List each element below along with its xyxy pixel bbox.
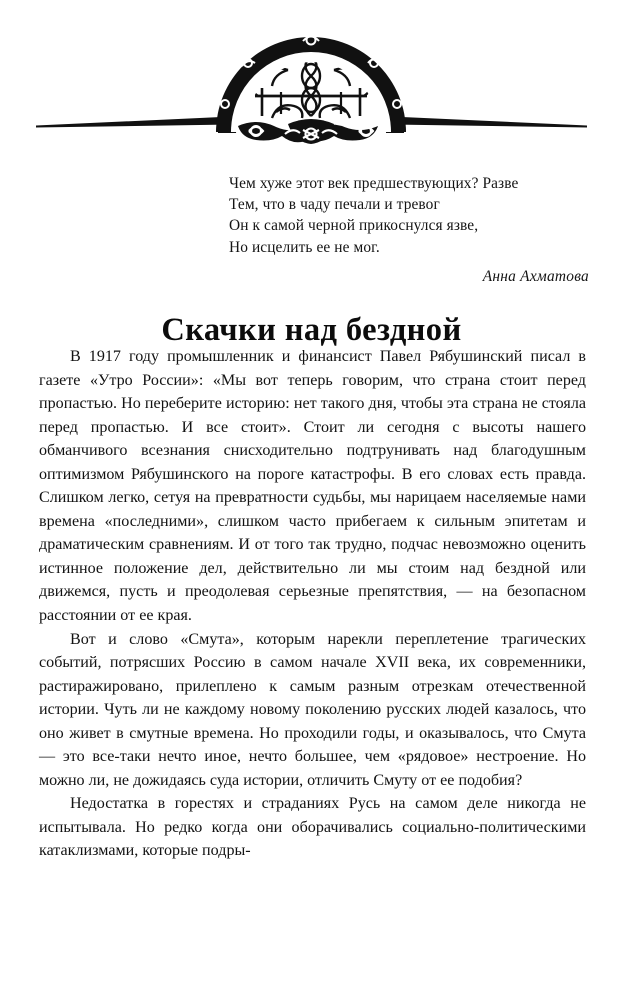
- paragraph-2: Вот и слово «Смута», которым нарекли переплетение трагических событий, потрясших Россию в самом начале XVII века, их современники, растиражировано, прилеплено к самым разным отрезкам отечественной истории. Чуть ли не каждому новому поколению русских людей казалось, что оно живет в смутные времена. Но проходили годы, и оказывалось, что Смута — это все-таки нечто иное, нечто большее, чем «рядовое» нестроение. Но можно ли, не дожидаясь суда истории, отличить Смуту от ее подобия?: [39, 630, 586, 789]
- epigraph-line-4: Но исцелить ее не мог.: [229, 238, 380, 256]
- epigraph-line-2: Тем, что в чаду печали и тревог: [229, 196, 440, 214]
- headpiece-ornament: [0, 0, 623, 146]
- epigraph: [229, 173, 589, 287]
- paragraph-1: В 1917 году промышленник и финансист Павел Рябушинский писал в газете «Утро России»: «Мы вот теперь говорим, что страна стоит перед пропастью. Но переберите историю: нет такого дня, чтобы эта страна не стояла перед пропастью. И все стоит». Стоит ли сегодня с высоты нашего обманчивого всезнания снисходительно подтрунивать над благодушным оптимизмом Рябушинского на пороге катастрофы. В его словах есть правда. Слишком легко, сетуя на превратности судьбы, мы нарицаем населяемые нами времена «последними», слишком часто прибегаем к сильным эпитетам и драматическим сравнениям. И от того так трудно, подчас невозможно оценить истинное положение дел, действительно ли мы стоим над бездной или движемся, пусть и преодолевая серьезные препятствия, — на безопасном расстоянии от ее края.: [39, 348, 586, 625]
- right-taper-rule: [391, 117, 587, 128]
- arch-interlace-ornament-svg: [0, 0, 623, 146]
- paragraph-3: Недостатка в горестях и страданиях Русь на самом деле никогда не испытывала. Но редко когда они оборачивались социально-политическими катаклизмами, которые подры-: [39, 795, 586, 860]
- left-taper-rule: [36, 117, 232, 128]
- epigraph-author: Анна Ахматова: [482, 267, 589, 285]
- epigraph-line-1: Чем хуже этот век предшествующих? Разве: [229, 175, 519, 192]
- epigraph-line-3: Он к самой черной прикоснулся язве,: [229, 217, 479, 235]
- body-text: [39, 345, 586, 863]
- page-title: Скачки над бездной: [161, 311, 462, 348]
